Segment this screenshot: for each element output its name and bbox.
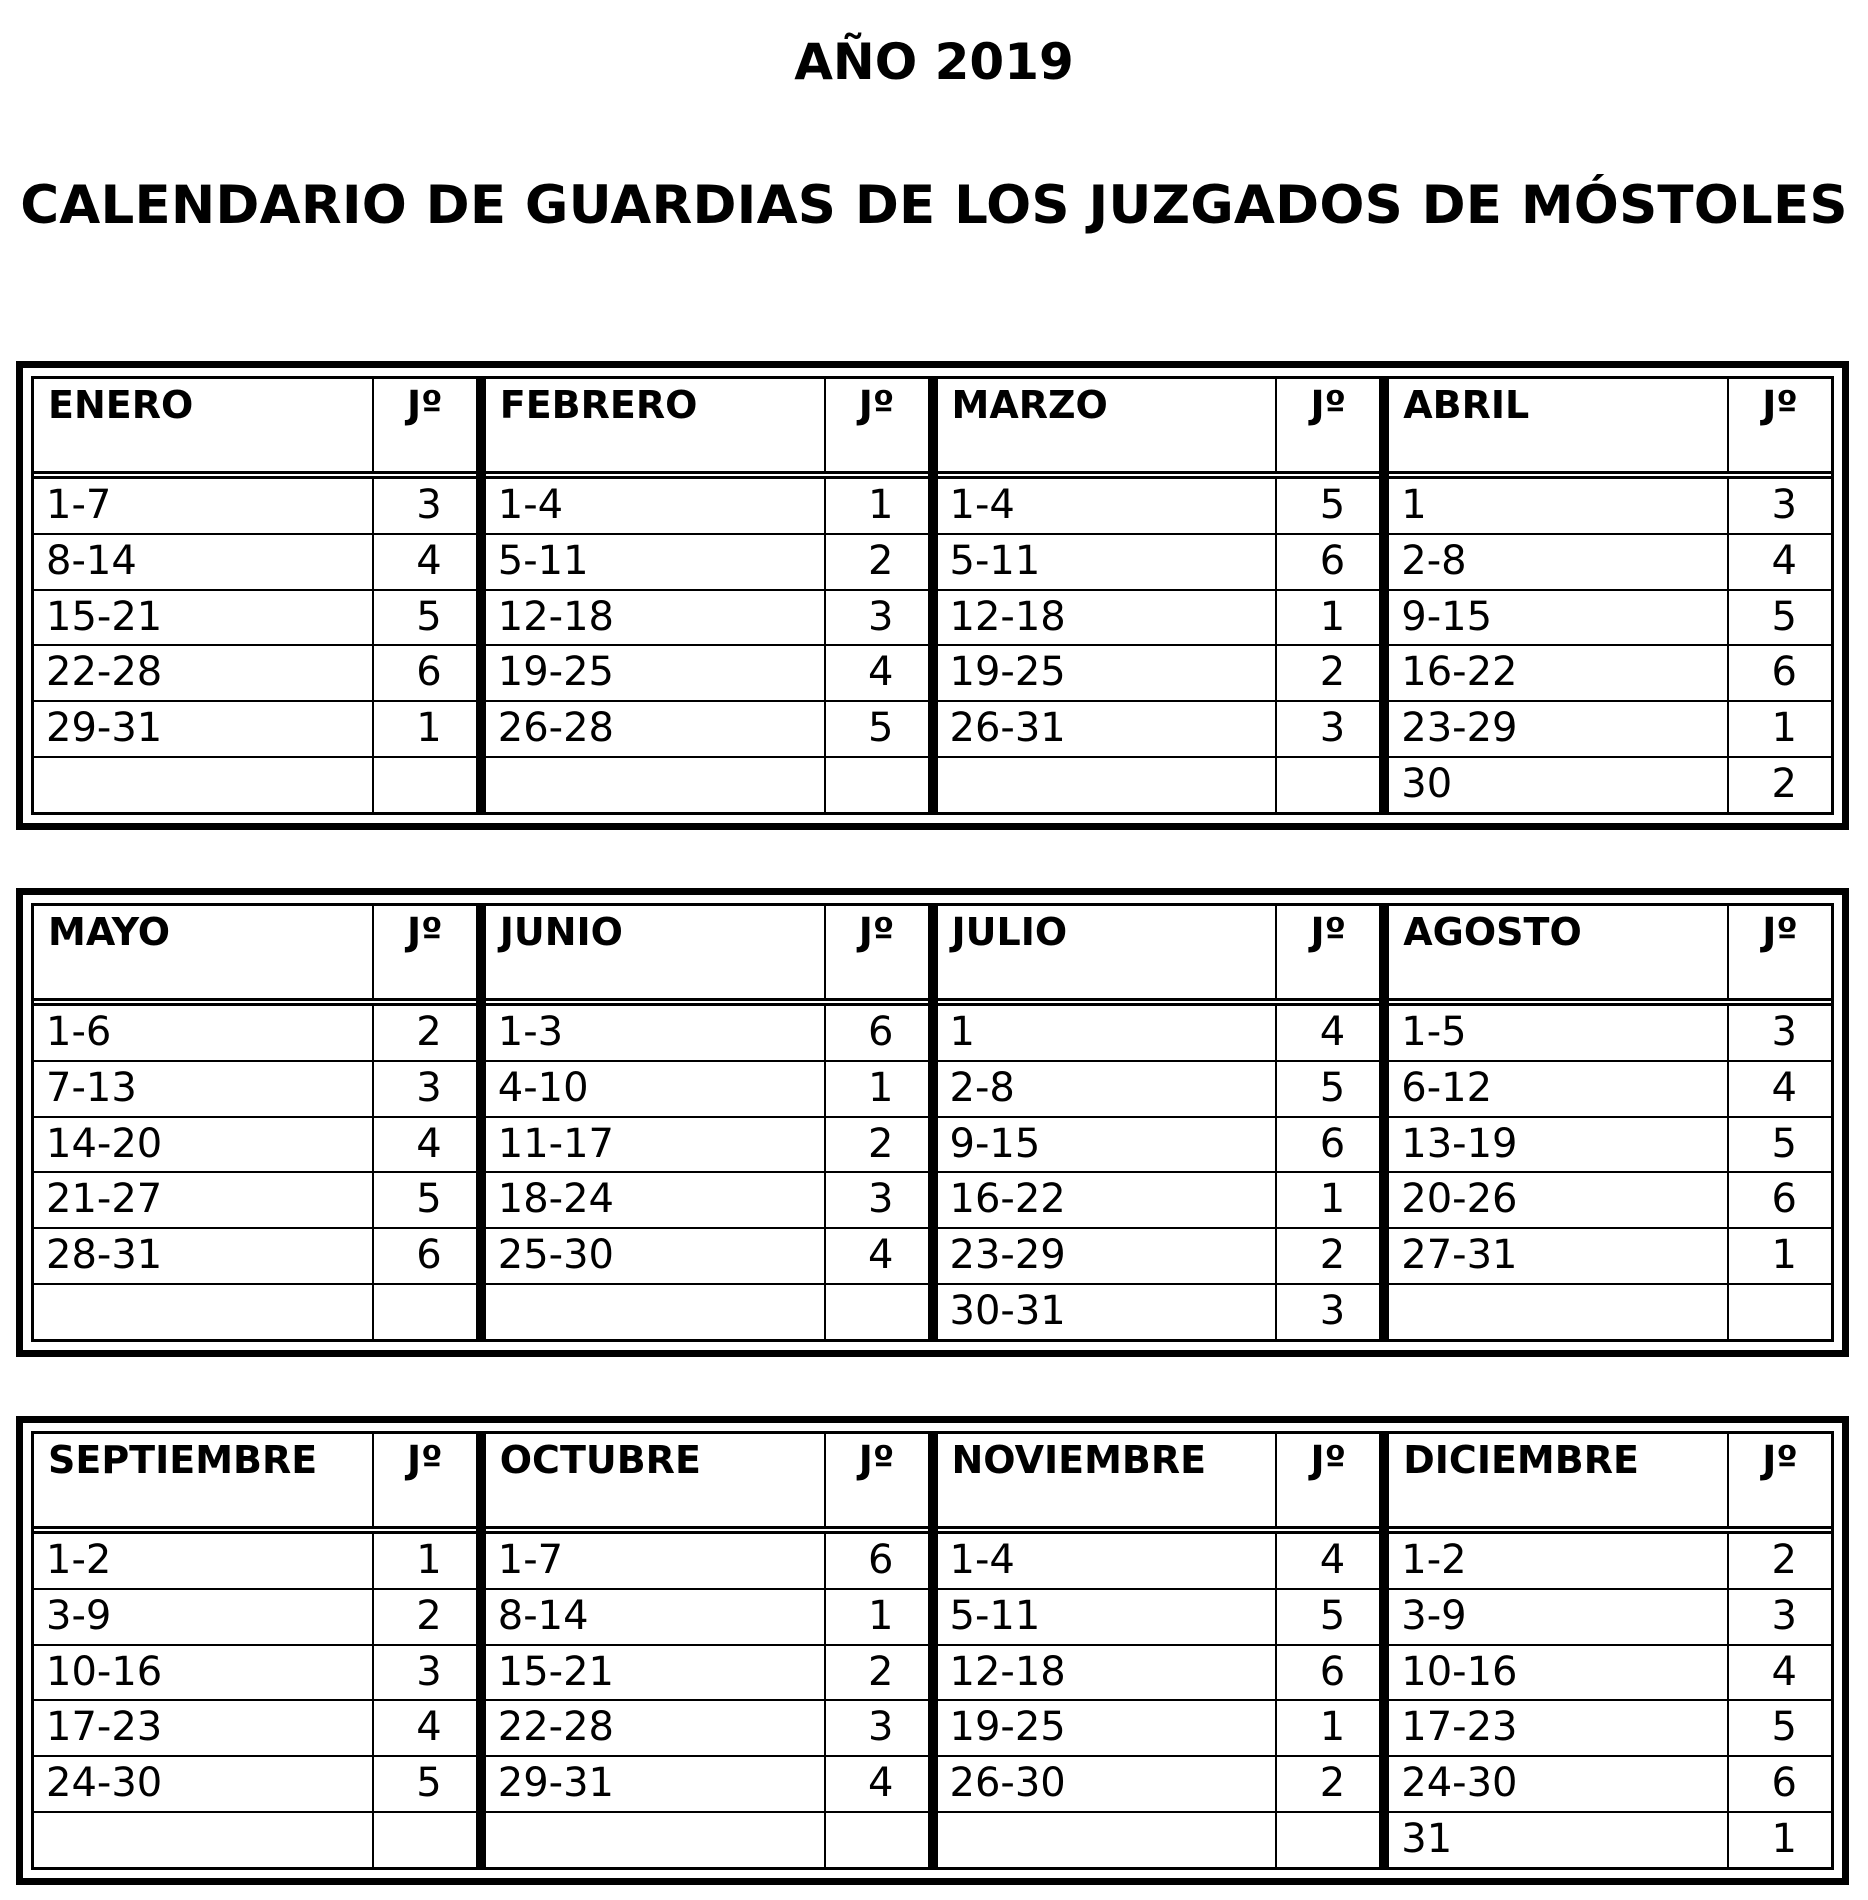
month-table (1379, 1434, 1831, 1867)
juzgado-number-cell: 3 (416, 1648, 442, 1695)
juzgado-number-cell: 1 (868, 482, 894, 528)
juzgado-column-header: Jº (1762, 910, 1798, 954)
table-row (1389, 646, 1831, 702)
juzgado-number-cell: 3 (416, 1064, 442, 1111)
table-row (34, 646, 476, 702)
table-row (1389, 1701, 1831, 1757)
date-range-cell: 1-4 (938, 1534, 1278, 1588)
date-range-cell: 17-23 (1389, 1701, 1729, 1755)
month-name: OCTUBRE (486, 1434, 826, 1526)
table-row (486, 591, 928, 647)
year-title: AÑO 2019 (794, 33, 1074, 91)
month-header (1389, 906, 1831, 1006)
month-table (34, 906, 476, 1339)
table-row (938, 1534, 1380, 1590)
juzgado-number-cell: 5 (868, 705, 894, 752)
date-range-cell: 2-8 (938, 1062, 1278, 1116)
month-name: DICIEMBRE (1389, 1434, 1729, 1526)
date-range-cell: 5-11 (938, 1590, 1278, 1644)
month-table (1379, 379, 1831, 812)
juzgado-number-cell: 3 (1771, 1592, 1797, 1639)
date-range-cell: 12-18 (938, 1646, 1278, 1700)
juzgado-number-cell: 1 (1771, 705, 1797, 752)
juzgado-number-cell: 6 (416, 649, 442, 696)
date-range-cell: 11-17 (486, 1118, 826, 1172)
juzgado-column-header: Jº (406, 1438, 443, 1482)
month-table (476, 1434, 928, 1867)
date-range-cell: 7-13 (34, 1062, 374, 1116)
juzgado-number-cell: 6 (868, 1009, 894, 1055)
date-range-cell: 28-31 (34, 1229, 374, 1283)
table-row (938, 646, 1380, 702)
date-range-cell: 4-10 (486, 1062, 826, 1116)
table-row (34, 1229, 476, 1285)
month-name: ENERO (34, 379, 374, 471)
date-range-cell (1389, 1285, 1729, 1339)
date-range-cell: 10-16 (1389, 1646, 1729, 1700)
juzgado-number-cell: 4 (868, 1232, 894, 1279)
date-range-cell: 20-26 (1389, 1173, 1729, 1227)
month-table (928, 1434, 1380, 1867)
date-range-cell (34, 1285, 374, 1339)
table-row (34, 702, 476, 758)
date-range-cell: 1-4 (486, 479, 826, 533)
table-row (486, 702, 928, 758)
juzgado-number-cell: 2 (868, 1648, 894, 1695)
juzgado-number-cell: 5 (1771, 1120, 1797, 1167)
date-range-cell: 8-14 (34, 535, 374, 589)
date-range-cell: 15-21 (34, 591, 374, 645)
juzgado-number-cell: 6 (416, 1232, 442, 1279)
juzgado-number-cell: 5 (1771, 593, 1797, 640)
date-range-cell: 3-9 (1389, 1590, 1729, 1644)
table-row (938, 1646, 1380, 1702)
month-rows (938, 1006, 1380, 1339)
date-range-cell (486, 1813, 826, 1867)
date-range-cell: 30-31 (938, 1285, 1278, 1339)
juzgado-number-cell (374, 1813, 476, 1867)
juzgado-number-cell: 2 (1771, 1537, 1797, 1583)
juzgado-number-cell: 5 (1771, 1704, 1797, 1751)
table-row (34, 1173, 476, 1229)
table-row (486, 1590, 928, 1646)
date-range-cell: 1-6 (34, 1006, 374, 1060)
date-range-cell: 3-9 (34, 1590, 374, 1644)
month-header (1389, 1434, 1831, 1534)
table-row (486, 1006, 928, 1062)
juzgado-number-cell: 2 (1319, 1760, 1346, 1807)
table-row (1389, 1173, 1831, 1229)
date-range-cell: 30 (1389, 758, 1729, 812)
table-row (34, 1757, 476, 1813)
date-range-cell: 24-30 (1389, 1757, 1729, 1811)
month-header (34, 379, 476, 479)
juzgado-column-header: Jº (1310, 1438, 1347, 1482)
juzgado-number-cell: 3 (868, 593, 894, 640)
juzgado-number-cell: 3 (1319, 1288, 1346, 1335)
table-row (34, 1285, 476, 1339)
juzgado-column-header: Jº (1310, 910, 1347, 954)
date-range-cell: 9-15 (938, 1118, 1278, 1172)
month-header (938, 906, 1380, 1006)
table-row (34, 535, 476, 591)
table-row (34, 1701, 476, 1757)
juzgado-number-cell (374, 758, 476, 812)
date-range-cell: 1-2 (34, 1534, 374, 1588)
juzgado-number-cell: 2 (1319, 1232, 1346, 1279)
date-range-cell: 17-23 (34, 1701, 374, 1755)
juzgado-number-cell: 1 (416, 1537, 442, 1583)
date-range-cell: 29-31 (34, 702, 374, 756)
month-rows (938, 479, 1380, 812)
juzgado-number-cell: 4 (1771, 1648, 1797, 1695)
date-range-cell: 12-18 (938, 591, 1278, 645)
table-row (938, 1590, 1380, 1646)
juzgado-number-cell: 6 (1319, 1120, 1346, 1167)
month-rows (34, 1534, 476, 1867)
juzgado-column-header: Jº (858, 1438, 895, 1482)
table-row (1389, 535, 1831, 591)
table-row (486, 1534, 928, 1590)
date-range-cell: 19-25 (938, 1701, 1278, 1755)
table-row (486, 479, 928, 535)
table-row (34, 758, 476, 812)
juzgado-number-cell: 2 (416, 1592, 442, 1639)
date-range-cell: 25-30 (486, 1229, 826, 1283)
date-range-cell: 6-12 (1389, 1062, 1729, 1116)
juzgado-number-cell (374, 1285, 476, 1339)
month-rows (1389, 1006, 1831, 1339)
juzgado-number-cell (1729, 1285, 1831, 1339)
month-header (34, 1434, 476, 1534)
juzgado-number-cell: 3 (416, 482, 442, 528)
table-row (938, 1701, 1380, 1757)
table-row (34, 1590, 476, 1646)
table-row (938, 758, 1380, 812)
date-range-cell: 8-14 (486, 1590, 826, 1644)
date-range-cell: 29-31 (486, 1757, 826, 1811)
month-rows (486, 479, 928, 812)
month-rows (1389, 1534, 1831, 1867)
date-range-cell: 26-30 (938, 1757, 1278, 1811)
month-name: JULIO (938, 906, 1278, 998)
month-header (938, 1434, 1380, 1534)
date-range-cell: 10-16 (34, 1646, 374, 1700)
table-row (486, 1701, 928, 1757)
table-row (1389, 1062, 1831, 1118)
table-row (938, 1285, 1380, 1339)
juzgado-number-cell: 3 (868, 1704, 894, 1751)
juzgado-column-header: Jº (1762, 1438, 1798, 1482)
table-row (34, 1534, 476, 1590)
date-range-cell: 26-28 (486, 702, 826, 756)
table-row (1389, 1229, 1831, 1285)
table-row (34, 1813, 476, 1867)
date-range-cell: 22-28 (34, 646, 374, 700)
table-row (938, 1062, 1380, 1118)
juzgado-number-cell: 1 (1319, 1704, 1346, 1751)
date-range-cell (486, 1285, 826, 1339)
juzgado-number-cell (1277, 758, 1379, 812)
date-range-cell (34, 1813, 374, 1867)
date-range-cell: 19-25 (938, 646, 1278, 700)
date-range-cell (938, 758, 1278, 812)
quarter-block (16, 1416, 1849, 1885)
table-row (938, 1813, 1380, 1867)
table-row (486, 535, 928, 591)
month-table (476, 906, 928, 1339)
table-row (938, 1173, 1380, 1229)
date-range-cell (34, 758, 374, 812)
juzgado-column-header: Jº (406, 383, 443, 427)
table-row (1389, 758, 1831, 812)
date-range-cell: 14-20 (34, 1118, 374, 1172)
date-range-cell: 13-19 (1389, 1118, 1729, 1172)
juzgado-number-cell (826, 1813, 928, 1867)
juzgado-number-cell: 1 (1319, 1176, 1346, 1223)
date-range-cell: 24-30 (34, 1757, 374, 1811)
date-range-cell: 1-2 (1389, 1534, 1729, 1588)
juzgado-number-cell: 2 (416, 1009, 442, 1055)
juzgado-number-cell: 4 (868, 649, 894, 696)
month-table (34, 1434, 476, 1867)
date-range-cell: 15-21 (486, 1646, 826, 1700)
juzgado-number-cell: 6 (1319, 537, 1346, 584)
juzgado-number-cell: 5 (416, 1176, 442, 1223)
juzgado-column-header: Jº (1310, 383, 1347, 427)
table-row (938, 535, 1380, 591)
table-row (938, 479, 1380, 535)
juzgado-column-header: Jº (858, 383, 895, 427)
date-range-cell: 16-22 (1389, 646, 1729, 700)
table-row (1389, 1590, 1831, 1646)
juzgado-column-header: Jº (406, 910, 443, 954)
juzgado-number-cell: 6 (1771, 649, 1797, 696)
date-range-cell: 1-5 (1389, 1006, 1729, 1060)
page-title: CALENDARIO DE GUARDIAS DE LOS JUZGADOS DE MÓSTOLES (20, 175, 1848, 236)
juzgado-number-cell (826, 758, 928, 812)
table-row (1389, 1534, 1831, 1590)
month-name: JUNIO (486, 906, 826, 998)
table-row (486, 1757, 928, 1813)
table-row (1389, 1285, 1831, 1339)
juzgado-number-cell (826, 1285, 928, 1339)
month-rows (486, 1534, 928, 1867)
month-name: AGOSTO (1389, 906, 1729, 998)
table-row (938, 591, 1380, 647)
juzgado-number-cell: 4 (1771, 537, 1797, 584)
month-header (486, 906, 928, 1006)
month-name: NOVIEMBRE (938, 1434, 1278, 1526)
month-name: FEBRERO (486, 379, 826, 471)
date-range-cell (938, 1813, 1278, 1867)
date-range-cell: 21-27 (34, 1173, 374, 1227)
juzgado-number-cell: 6 (1771, 1176, 1797, 1223)
month-rows (486, 1006, 928, 1339)
juzgado-number-cell: 1 (1319, 593, 1346, 640)
date-range-cell: 31 (1389, 1813, 1729, 1867)
table-row (1389, 591, 1831, 647)
table-row (1389, 1646, 1831, 1702)
table-row (1389, 1118, 1831, 1174)
month-rows (938, 1534, 1380, 1867)
month-name: SEPTIEMBRE (34, 1434, 374, 1526)
juzgado-number-cell: 6 (1319, 1648, 1346, 1695)
juzgado-number-cell: 2 (868, 1120, 894, 1167)
date-range-cell: 12-18 (486, 591, 826, 645)
juzgado-number-cell: 3 (1771, 1009, 1797, 1055)
juzgado-number-cell: 5 (1319, 1064, 1346, 1111)
juzgado-number-cell: 3 (1771, 482, 1797, 528)
date-range-cell: 19-25 (486, 646, 826, 700)
table-row (34, 1646, 476, 1702)
juzgado-number-cell: 6 (1771, 1760, 1797, 1807)
table-row (34, 1118, 476, 1174)
month-table (928, 379, 1380, 812)
quarter-block (16, 361, 1849, 830)
juzgado-number-cell: 4 (1319, 1537, 1346, 1583)
month-rows (34, 479, 476, 812)
juzgado-number-cell: 4 (868, 1760, 894, 1807)
table-row (486, 1285, 928, 1339)
table-row (486, 1229, 928, 1285)
month-rows (1389, 479, 1831, 812)
table-row (1389, 1006, 1831, 1062)
juzgado-number-cell: 4 (416, 537, 442, 584)
date-range-cell: 9-15 (1389, 591, 1729, 645)
month-table (1379, 906, 1831, 1339)
date-range-cell: 23-29 (1389, 702, 1729, 756)
juzgado-number-cell: 1 (1771, 1816, 1797, 1863)
juzgado-column-header: Jº (1762, 383, 1798, 427)
date-range-cell: 27-31 (1389, 1229, 1729, 1283)
table-row (486, 1173, 928, 1229)
month-header (486, 1434, 928, 1534)
table-row (938, 1757, 1380, 1813)
date-range-cell: 5-11 (486, 535, 826, 589)
date-range-cell: 23-29 (938, 1229, 1278, 1283)
month-name: MAYO (34, 906, 374, 998)
juzgado-number-cell: 4 (416, 1704, 442, 1751)
table-row (1389, 1813, 1831, 1867)
table-row (486, 1118, 928, 1174)
table-row (34, 479, 476, 535)
month-header (486, 379, 928, 479)
quarter-block-inner (31, 903, 1834, 1342)
juzgado-number-cell: 2 (1771, 761, 1797, 808)
table-row (938, 702, 1380, 758)
table-row (486, 1062, 928, 1118)
month-name: MARZO (938, 379, 1278, 471)
table-row (486, 758, 928, 812)
month-table (34, 379, 476, 812)
juzgado-number-cell: 1 (416, 705, 442, 752)
table-row (938, 1118, 1380, 1174)
table-row (34, 1006, 476, 1062)
date-range-cell: 26-31 (938, 702, 1278, 756)
date-range-cell (486, 758, 826, 812)
table-row (1389, 1757, 1831, 1813)
date-range-cell: 16-22 (938, 1173, 1278, 1227)
date-range-cell: 1-7 (486, 1534, 826, 1588)
month-header (34, 906, 476, 1006)
juzgado-number-cell: 5 (416, 593, 442, 640)
juzgado-number-cell: 4 (1319, 1009, 1346, 1055)
table-row (486, 1813, 928, 1867)
juzgado-number-cell: 5 (416, 1760, 442, 1807)
table-row (938, 1229, 1380, 1285)
table-row (486, 1646, 928, 1702)
date-range-cell: 1-7 (34, 479, 374, 533)
month-name: ABRIL (1389, 379, 1729, 471)
date-range-cell: 2-8 (1389, 535, 1729, 589)
month-table (476, 379, 928, 812)
month-rows (34, 1006, 476, 1339)
juzgado-column-header: Jº (858, 910, 895, 954)
table-row (34, 1062, 476, 1118)
table-row (486, 646, 928, 702)
date-range-cell: 5-11 (938, 535, 1278, 589)
juzgado-number-cell: 3 (868, 1176, 894, 1223)
juzgado-number-cell: 4 (1771, 1064, 1797, 1111)
juzgado-number-cell: 5 (1319, 1592, 1346, 1639)
table-row (1389, 702, 1831, 758)
date-range-cell: 1 (938, 1006, 1278, 1060)
juzgado-number-cell: 4 (416, 1120, 442, 1167)
quarter-block-inner (31, 1431, 1834, 1870)
juzgado-number-cell: 6 (868, 1537, 894, 1583)
juzgado-number-cell: 1 (868, 1592, 894, 1639)
date-range-cell: 1 (1389, 479, 1729, 533)
juzgado-number-cell: 3 (1319, 705, 1346, 752)
juzgado-number-cell: 5 (1319, 482, 1346, 528)
quarter-block-inner (31, 376, 1834, 815)
table-row (34, 591, 476, 647)
juzgado-number-cell: 1 (1771, 1232, 1797, 1279)
month-header (938, 379, 1380, 479)
table-row (938, 1006, 1380, 1062)
date-range-cell: 22-28 (486, 1701, 826, 1755)
juzgado-number-cell: 2 (868, 537, 894, 584)
month-header (1389, 379, 1831, 479)
juzgado-number-cell (1277, 1813, 1379, 1867)
juzgado-number-cell: 1 (868, 1064, 894, 1111)
date-range-cell: 18-24 (486, 1173, 826, 1227)
quarter-block (16, 888, 1849, 1357)
date-range-cell: 1-4 (938, 479, 1278, 533)
table-row (1389, 479, 1831, 535)
month-table (928, 906, 1380, 1339)
date-range-cell: 1-3 (486, 1006, 826, 1060)
juzgado-number-cell: 2 (1319, 649, 1346, 696)
